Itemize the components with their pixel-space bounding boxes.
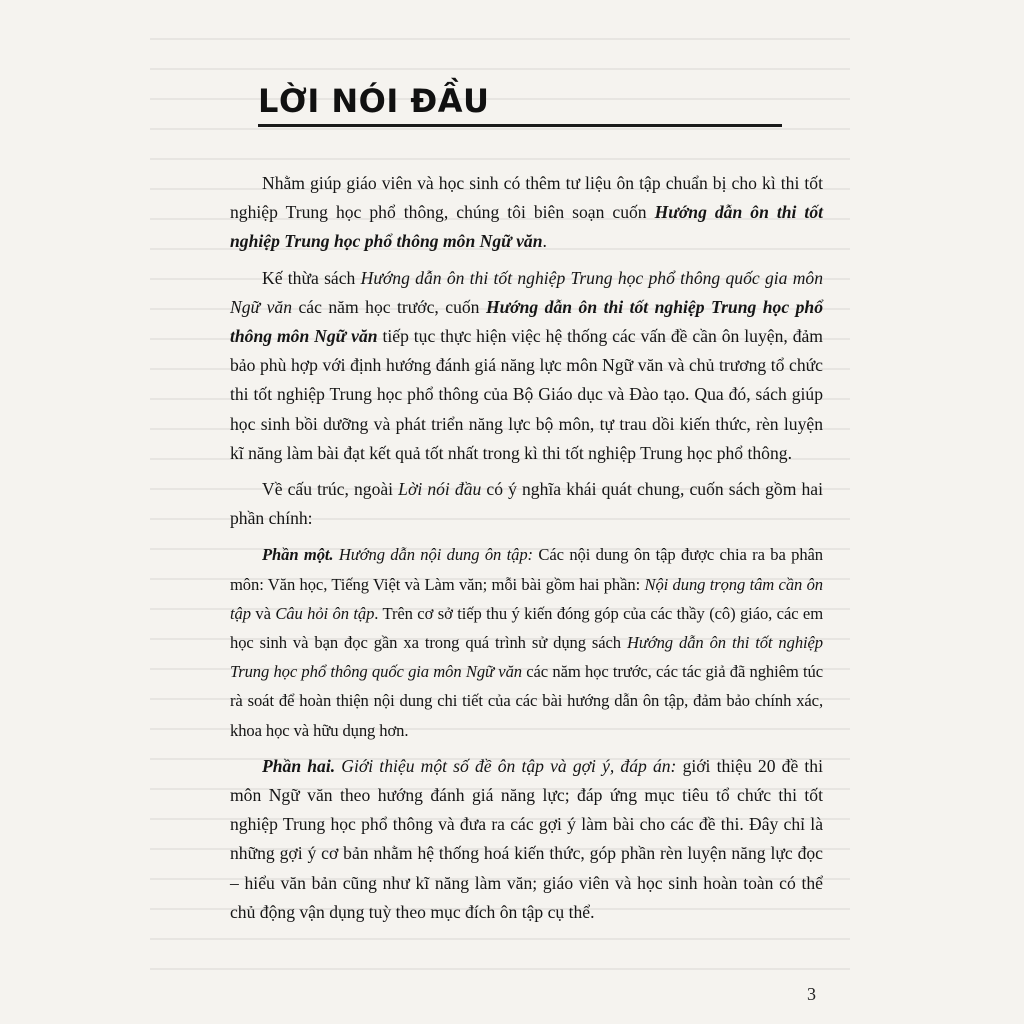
book-title-ref: Hướng dẫn ôn thi tốt nghiệp Trung học phổ thông môn Ngữ văn [230,202,824,252]
paragraph-3: Về cấu trúc, ngoài Lời nói đầu có ý nghĩa khái quát chung, cuốn sách gồm hai phần chính: [230,479,823,529]
body-text [230,169,823,934]
part-one-label: Phần một. [262,545,334,565]
book-title-ref: Hướng dẫn ôn thi tốt nghiệp Trung học phổ thông quốc gia môn Ngữ văn [230,267,823,317]
part-two-label: Phần hai. [262,755,336,776]
book-title-ref: Hướng dẫn ôn thi tốt nghiệp Trung học phổ thông quốc gia môn Ngữ văn [230,633,823,682]
paragraph-1: Nhằm giúp giáo viên và học sinh có thêm tư liệu ôn tập chuẩn bị cho kì thi tốt nghiệp Trung học phổ thông, chúng tôi biên soạn cuốn Hướng dẫn ôn thi tốt nghiệp Trung học phổ thông môn Ngữ văn. [230,173,824,252]
preface-ref: Lời nói đầu [398,479,482,500]
page-title: LỜI NÓI ĐẦU [258,82,490,120]
part-two-title: Giới thiệu một số đề ôn tập và gợi ý, đáp án: [335,755,677,776]
book-title-ref: Hướng dẫn ôn thi tốt nghiệp Trung học phổ thông môn Ngữ văn [230,296,823,347]
paragraph-part-two: Phần hai. Giới thiệu một số đề ôn tập và gợi ý, đáp án: giới thiệu 20 đề thi môn Ngữ văn theo hướng đánh giá năng lực; đáp ứng mục tiêu tổ chức thi tốt nghiệp Trung học phổ thông và đưa ra các gợi ý làm bài cho các đề thi. Đây chỉ là những gợi ý cơ bản nhằm hệ thống hoá kiến thức, góp phần rèn luyện năng lực đọc – hiểu văn bản cũng như kĩ năng làm văn; giáo viên và học sinh hoàn toàn có thể chủ động vận dụng tuỳ theo mục đích ôn tập cụ thể. [230,755,823,922]
page-number: 3 [807,984,816,1004]
paragraph-2: Kế thừa sách Hướng dẫn ôn thi tốt nghiệp Trung học phổ thông quốc gia môn Ngữ văn các năm học trước, cuốn Hướng dẫn ôn thi tốt nghiệp Trung học phổ thông môn Ngữ văn tiếp tục thực hiện việc hệ thống các vấn đề cần ôn luyện, đảm bảo phù hợp với định hướng đánh giá năng lực môn Ngữ văn và chủ trương tổ chức thi tốt nghiệp Trung học phổ thông của Bộ Giáo dục và Đào tạo. Qua đó, sách giúp học sinh bồi dưỡng và phát triển năng lực bộ môn, tự trau dồi kiến thức, rèn luyện kĩ năng làm bài đạt kết quả tốt nhất trong kì thi tốt nghiệp Trung học phổ thông. [230,267,823,463]
title-underline [258,124,782,127]
paragraph-part-one: Phần một. Hướng dẫn nội dung ôn tập: Các nội dung ôn tập được chia ra ba phân môn: Văn học, Tiếng Việt và Làm văn; mỗi bài gồm hai phần: Nội dung trọng tâm cần ôn tập và Câu hỏi ôn tập. Trên cơ sở tiếp thu ý kiến đóng góp của các thầy (cô) giáo, các em học sinh và bạn đọc gần xa trong quá trình sử dụng sách Hướng dẫn ôn thi tốt nghiệp Trung học phổ thông quốc gia môn Ngữ văn các năm học trước, các tác giả đã nghiêm túc rà soát để hoàn thiện nội dung chi tiết của các bài hướng dẫn ôn tập, đảm bảo chính xác, khoa học và hữu dụng hơn. [230,545,824,740]
part-one-title: Hướng dẫn nội dung ôn tập: [333,545,533,565]
